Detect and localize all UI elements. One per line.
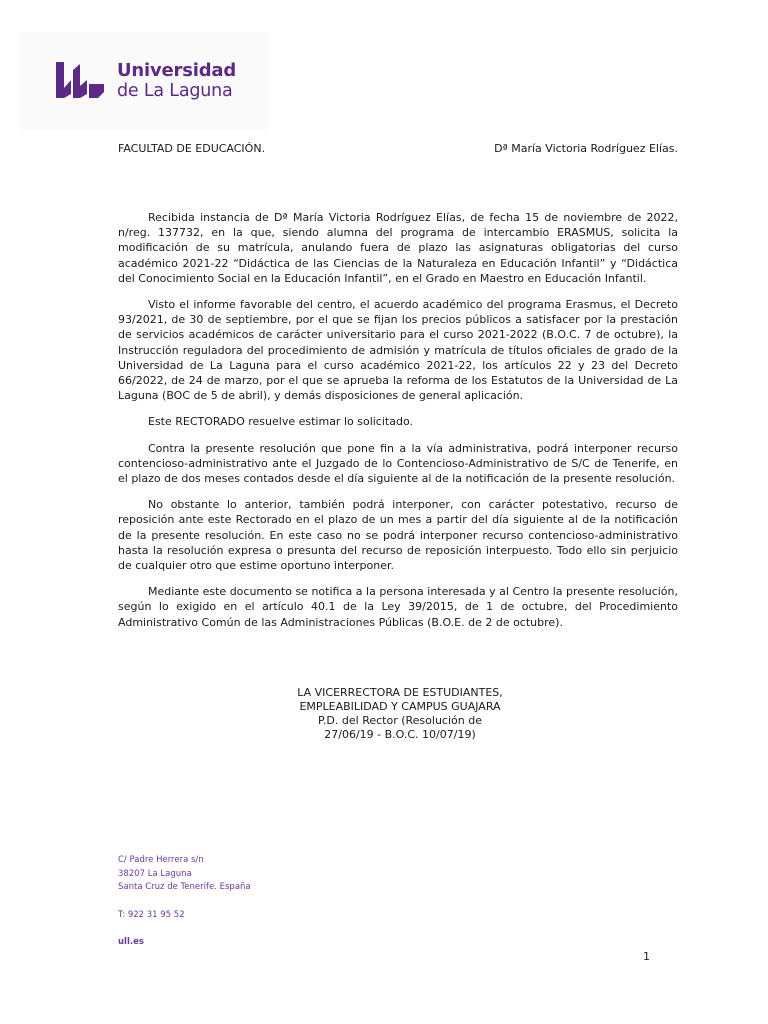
footer-phone: T: 922 31 95 52 — [118, 909, 185, 920]
footer-website-link[interactable]: ull.es — [118, 937, 144, 947]
document-header — [118, 142, 678, 155]
signature-line-2: EMPLEABILIDAD Y CAMPUS GUAJARA — [299, 700, 501, 713]
logo-line-1: Universidad — [117, 60, 237, 81]
signature-line-1: LA VICERRECTORA DE ESTUDIANTES, — [297, 686, 503, 699]
document-body — [118, 210, 678, 641]
paragraph: Visto el informe favorable del centro, el acuerdo académico del programa Erasmus, el Decreto 93/2021, de 30 de septiembre, por el que se fijan los precios públicos a satisfacer por la prestación de servicios académicos de carácter universitario para el curso 2021-2022 (B.O.C. 7 de octubre), la Instrucción reguladora del procedimiento de admisión y matrícula de títulos oficiales de grado de la Universidad de La Laguna para el curso académico 2021-22, los artículos 22 y 23 del Decreto 66/2022, de 24 de marzo, por el que se aprueba la reforma de los Estatutos de la Universidad de La Laguna (BOC de 5 de abril), y demás disposiciones de general aplicación. — [118, 298, 678, 403]
paragraph: No obstante lo anterior, también podrá interponer, con carácter potestativo, recurso de reposición ante este Rectorado en el plazo de un mes a partir del día siguiente al de la notificación de la presente resolución. En este caso no se podrá interponer recurso contencioso-administrativo hasta la resolución expresa o presunta del recurso de reposición interpuesto. Todo ello sin perjuicio de cualquier otro que estime oportuno interponer. — [118, 498, 678, 573]
recipient-name: Dª María Victoria Rodríguez Elías. — [494, 142, 678, 155]
footer-address-1: C/ Padre Herrera s/n — [118, 855, 204, 865]
paragraph: Este RECTORADO resuelve estimar lo solicitado. — [148, 415, 413, 429]
paragraph: Mediante este documento se notifica a la persona interesada y al Centro la presente resolución, según lo exigido en el artículo 40.1 de la Ley 39/2015, de 1 de octubre, del Procedimiento Administrativo Común de las Administraciones Públicas (B.O.E. de 2 de octubre). — [118, 585, 678, 629]
footer-address-2: 38207 La Laguna — [118, 868, 192, 879]
signature-line-4: 27/06/19 - B.O.C. 10/07/19) — [324, 728, 476, 741]
paragraph: Recibida instancia de Dª María Victoria Rodríguez Elías, de fecha 15 de noviembre de 2022, n/reg. 137732, en la que, siendo alumna del programa de intercambio ERASMUS, solicita la modificación de su matrícula, anulando fuera de plazo las asignaturas obligatorias del curso académico 2021-22 “Didáctica de las Ciencias de la Naturaleza en Educación Infantil” y “Didáctica del Conocimiento Social en la Educación Infantil”, en el Grado en Maestro en Educación Infantil. — [118, 211, 678, 285]
page-number: 1 — [643, 950, 650, 963]
footer-contact — [118, 854, 251, 950]
footer-address-3: Santa Cruz de Tenerife. España — [118, 882, 251, 892]
signature-line-3: P.D. del Rector (Resolución de — [318, 714, 482, 727]
faculty-name: FACULTAD DE EDUCACIÓN. — [118, 142, 266, 155]
university-logo-text — [117, 60, 236, 102]
university-logo-icon — [54, 60, 106, 98]
paragraph: Contra la presente resolución que pone fin a la vía administrativa, podrá interponer recurso contencioso-administrativo ante el Juzgado de lo Contencioso-Administrativo de S/C de Tenerife, en el plazo de dos meses contados desde el día siguiente al de la notificación de la presente resolución. — [118, 441, 678, 486]
signature-block — [240, 686, 560, 742]
logo-line-2: de La Laguna — [117, 81, 233, 101]
